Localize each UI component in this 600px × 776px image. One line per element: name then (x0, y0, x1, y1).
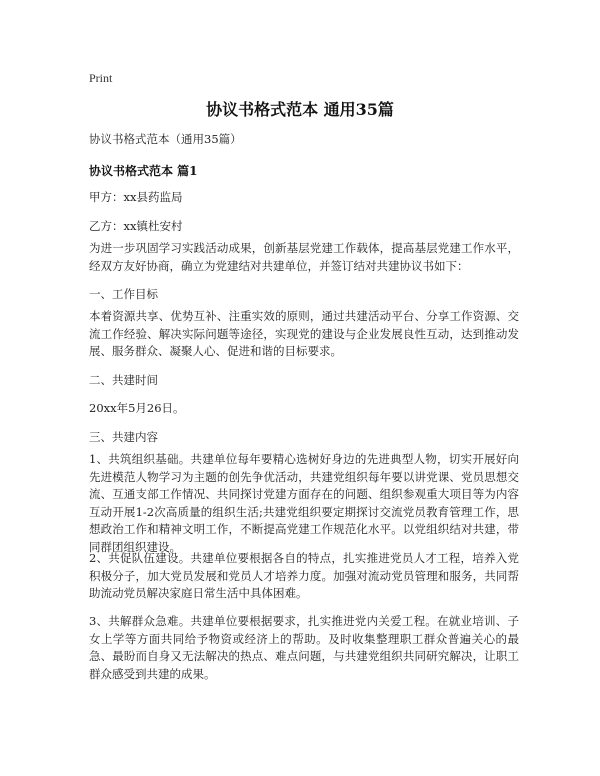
section-title: 协议书格式范本 篇1 (89, 164, 198, 178)
heading-content: 三、共建内容 (89, 430, 158, 444)
intro-paragraph: 为进一步巩固学习实践活动成果，创新基层党建工作载体，提高基层党建工作水平，经双方友好协商，确立为党建结对共建单位，并签订结对共建协议书如下： (89, 241, 519, 273)
party-a: 甲方：xx县药监局 (89, 190, 183, 204)
document-title: 协议书格式范本 通用35篇 (206, 100, 394, 119)
print-label[interactable]: Print (89, 71, 113, 85)
date-text: 20xx年5月26日。 (89, 401, 185, 415)
party-b: 乙方：xx镇杜安村 (89, 219, 183, 233)
paragraph-content-1: 1、共筑组织基础。共建单位每年要精心选树好身边的先进典型人物，切实开展好向先进模范人物学习为主题的创先争优活动，共建党组织每年要以讲党课、党员思想交流、互通支部工作情况、共同探讨党建方面存在的问题、组织参观重大项目等为内容互动开展1-2次高质量的组织生活;共建党组织要定期探讨交流党员教育管理工作，思想政治工作和精神文明工作，不断提高党建工作规范化水平。以党组织结对共建，带同群团组织建设。 (89, 452, 519, 554)
paragraph-content-3: 3、共解群众急难。共建单位要根据要求，扎实推进党内关爱工程。在就业培训、子女上学等方面共同给予物资或经济上的帮助。及时收集整理职工群众普遍关心的最急、最盼而自身又无法解决的热点、难点问题，与共建党组织共同研究解决，让职工群众感受到共建的成果。 (89, 614, 519, 681)
paragraph-content-2: 2、共促队伍建设。共建单位要根据各自的特点，扎实推进党员人才工程，培养入党积极分子，加大党员发展和党员人才培养力度。加强对流动党员管理和服务，共同帮助流动党员解决家庭日常生活中具体困难。 (89, 551, 519, 600)
heading-work-goal: 一、工作目标 (89, 287, 158, 301)
heading-time: 二、共建时间 (89, 373, 158, 387)
paragraph-work-goal: 本着资源共享、优势互补、注重实效的原则，通过共建活动平台、分享工作资源、交流工作经验、解决实际问题等途径，实现党的建设与企业发展良性互动，达到推动发展、服务群众、凝聚人心、促进和谐的目标要求。 (89, 309, 519, 358)
document-subtitle: 协议书格式范本（通用35篇） (89, 132, 242, 146)
